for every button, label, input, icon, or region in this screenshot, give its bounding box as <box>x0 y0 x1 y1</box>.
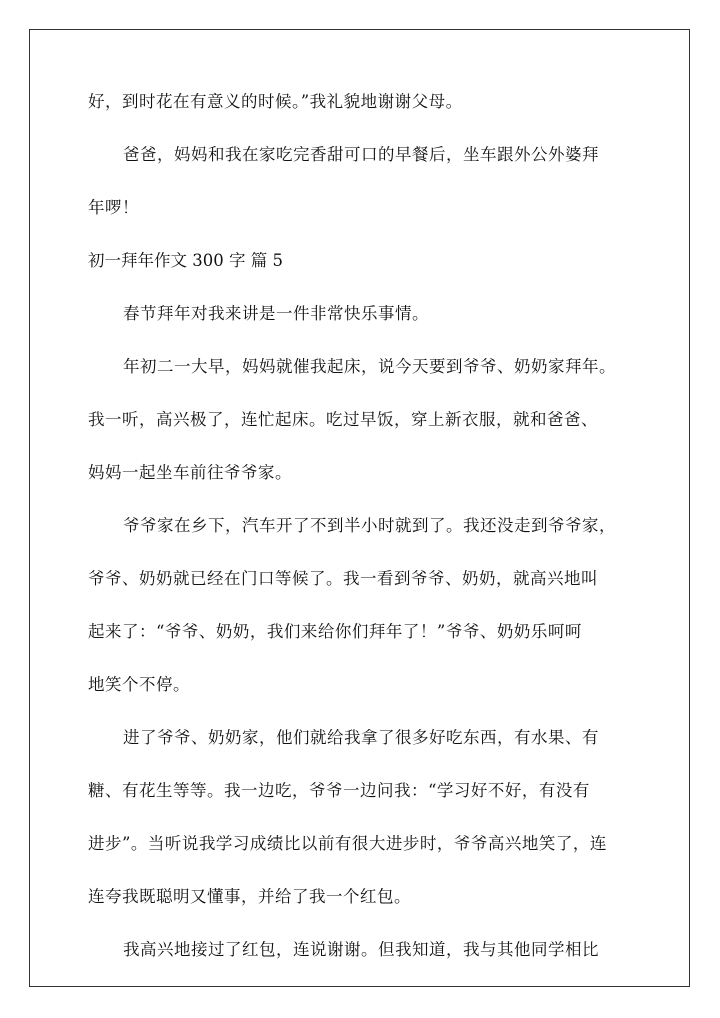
text-line: 进了爷爷、奶奶家，他们就给我拿了很多好吃东西，有水果、有 <box>123 728 599 747</box>
text-line: 我一听，高兴极了，连忙起床。吃过早饭，穿上新衣服，就和爸爸、 <box>88 410 598 429</box>
text-line: 年啰！ <box>88 198 139 217</box>
text-line: 爷爷、奶奶就已经在门口等候了。我一看到爷爷、奶奶，就高兴地叫 <box>88 569 598 588</box>
text-line: 好，到时花在有意义的时候。”我礼貌地谢谢父母。 <box>88 92 463 111</box>
text-line: 起来了：“爷爷、奶奶，我们来给你们拜年了！”爷爷、奶奶乐呵呵 <box>88 622 582 641</box>
document-body <box>88 92 634 993</box>
text-line: 糖、有花生等等。我一边吃，爷爷一边问我：“学习好不好，有没有 <box>88 781 590 800</box>
text-line: 爷爷家在乡下，汽车开了不到半小时就到了。我还没走到爷爷家， <box>123 516 616 535</box>
text-line: 连夸我既聪明又懂事，并给了我一个红包。 <box>88 887 411 906</box>
text-line: 爸爸，妈妈和我在家吃完香甜可口的早餐后，坐车跟外公外婆拜 <box>123 145 599 164</box>
text-line: 我高兴地接过了红包，连说谢谢。但我知道，我与其他同学相比 <box>123 940 599 959</box>
text-line: 地笑个不停。 <box>88 675 190 694</box>
text-line: 妈妈一起坐车前往爷爷家。 <box>88 463 292 482</box>
section-heading: 初一拜年作文 300 字 篇 5 <box>88 251 283 270</box>
text-line: 进步”。当听说我学习成绩比以前有很大进步时，爷爷高兴地笑了，连 <box>88 834 607 853</box>
text-line: 春节拜年对我来讲是一件非常快乐事情。 <box>123 304 429 323</box>
text-line: 年初二一大早，妈妈就催我起床，说今天要到爷爷、奶奶家拜年。 <box>123 357 616 376</box>
